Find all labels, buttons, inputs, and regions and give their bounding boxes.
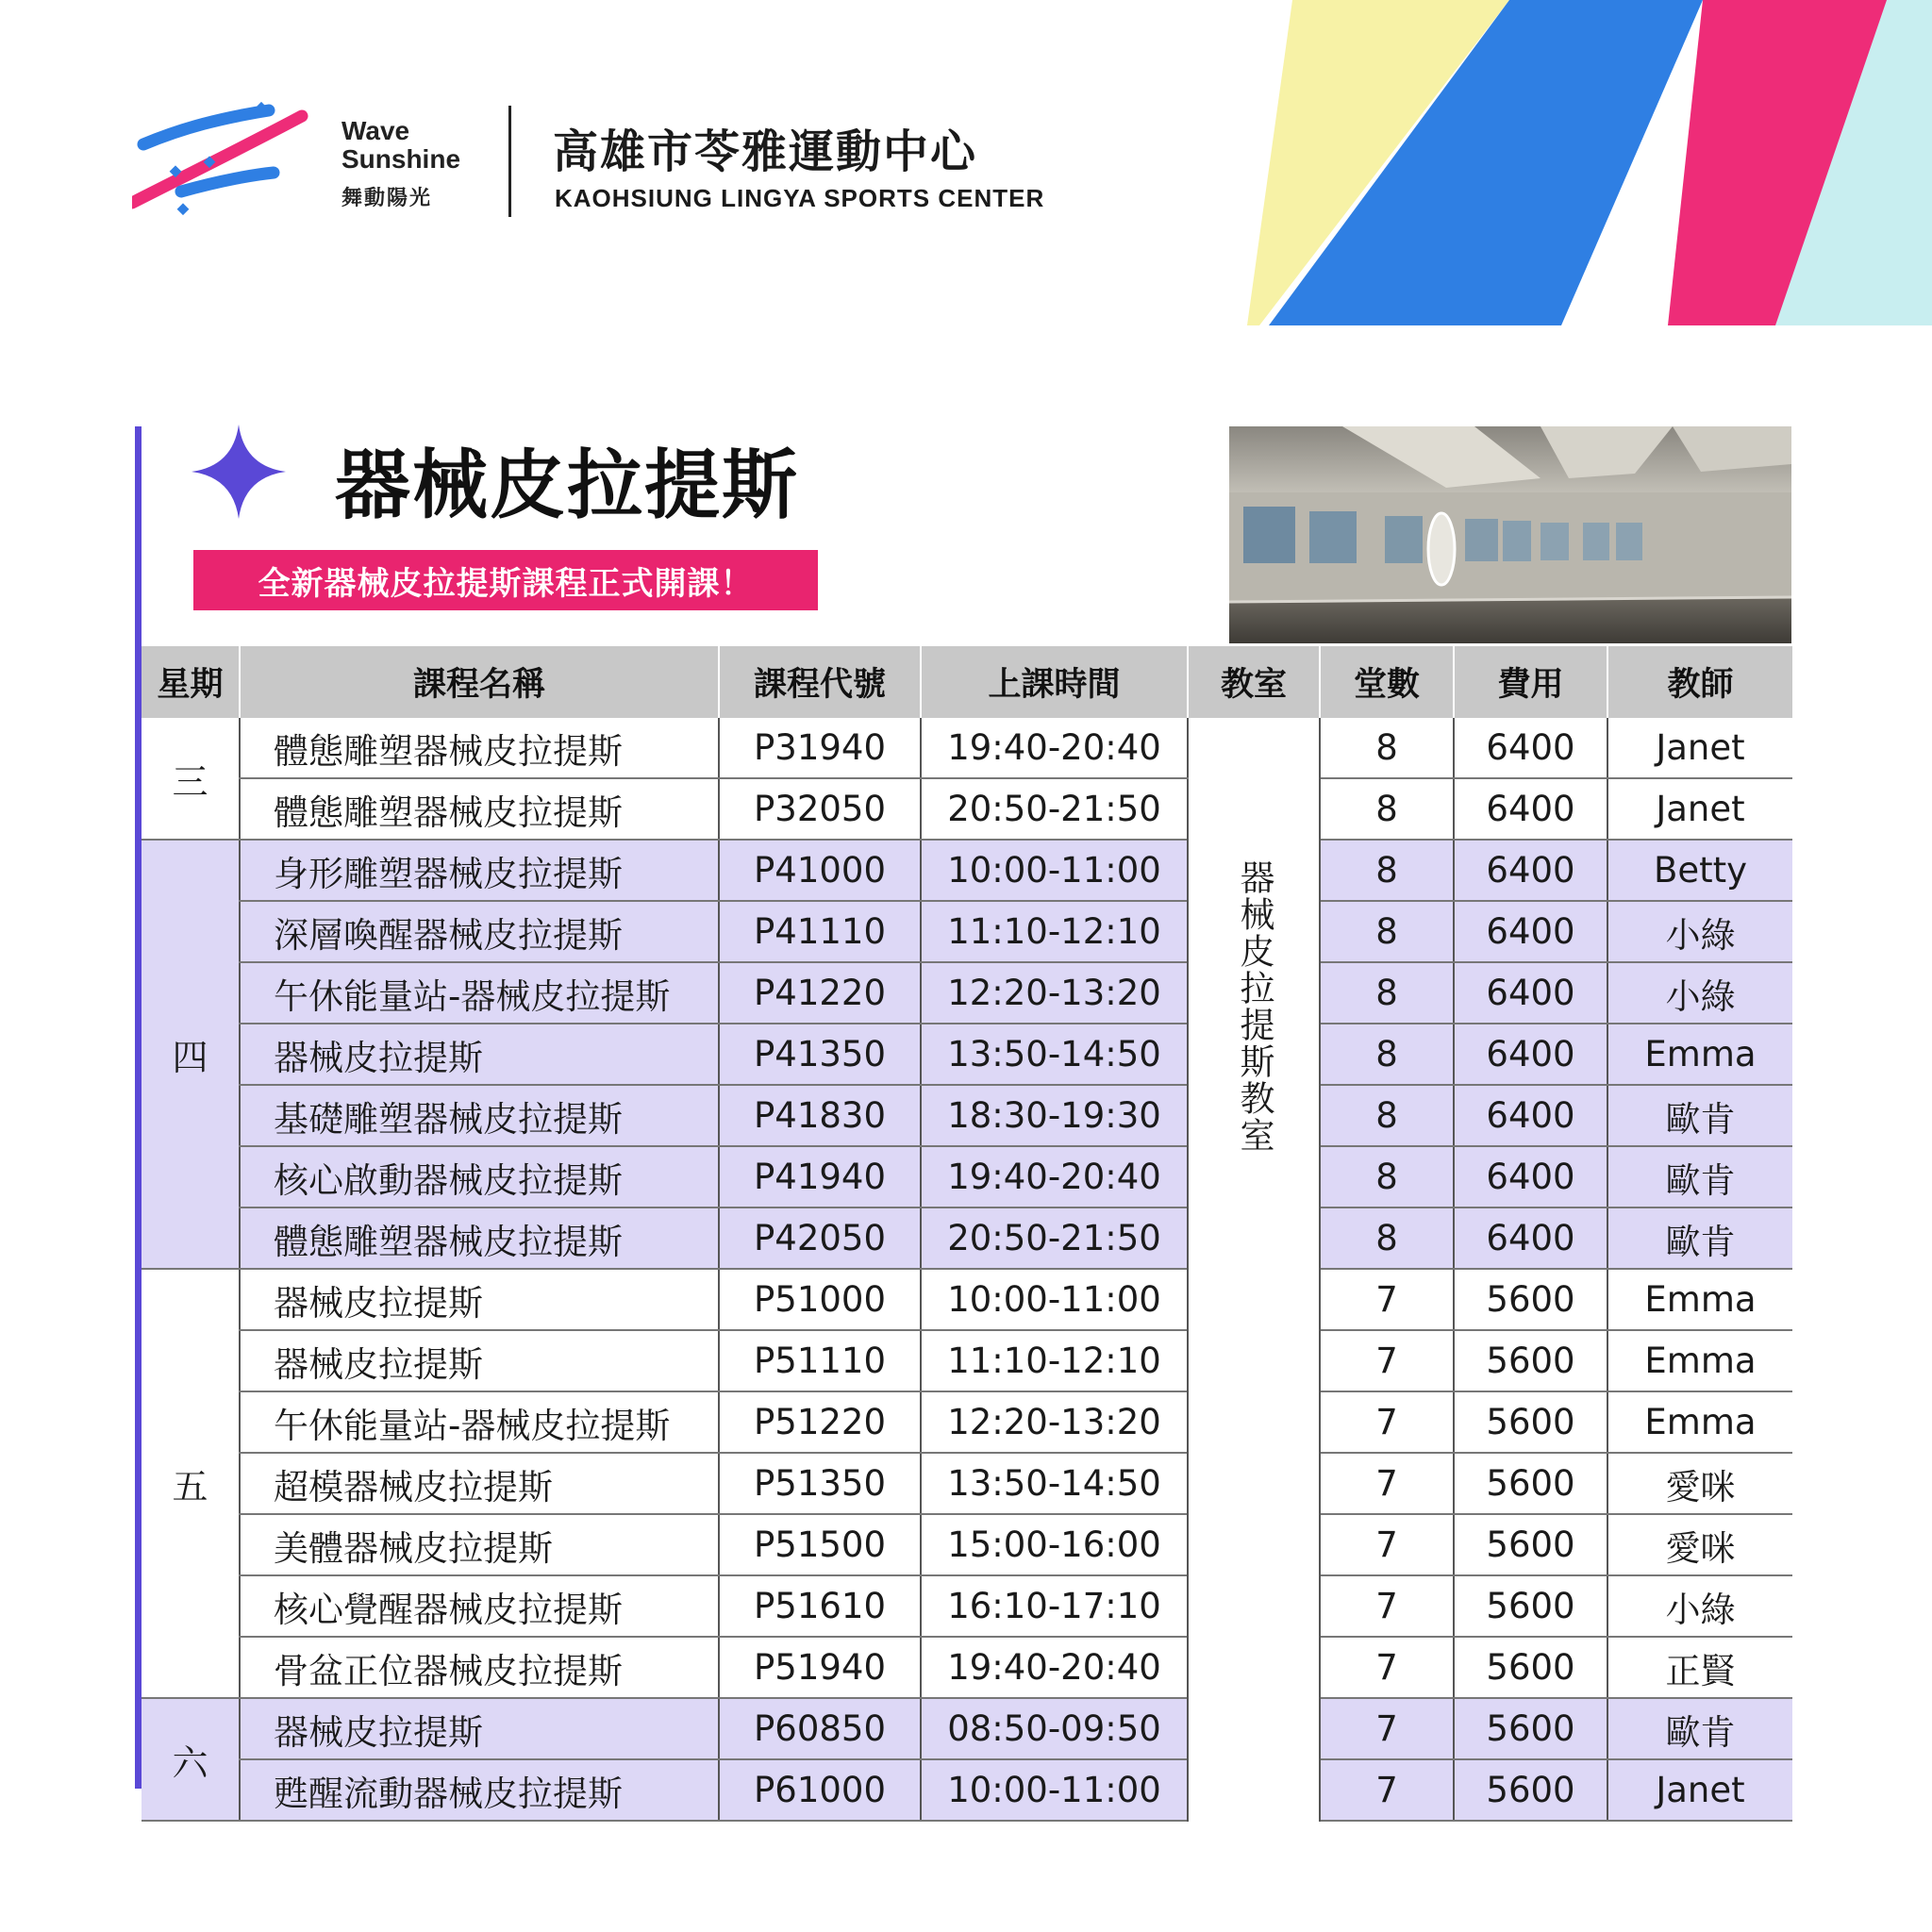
course-name-cell: 體態雕塑器械皮拉提斯 <box>240 718 719 778</box>
class-time-cell: 10:00-11:00 <box>921 1269 1188 1330</box>
header-instructor: 教師 <box>1607 646 1792 718</box>
table-row <box>142 1575 1792 1637</box>
class-time-cell: 11:10-12:10 <box>921 901 1188 962</box>
header-divider <box>508 106 511 217</box>
header-fee: 費用 <box>1454 646 1607 718</box>
table-row <box>142 1759 1792 1821</box>
course-code-cell: P51940 <box>719 1637 921 1698</box>
fee-cell: 5600 <box>1454 1391 1607 1453</box>
fee-cell: 5600 <box>1454 1575 1607 1637</box>
sessions-cell: 8 <box>1320 1085 1454 1146</box>
sessions-cell: 8 <box>1320 1024 1454 1085</box>
course-code-cell: P31940 <box>719 718 921 778</box>
fee-cell: 6400 <box>1454 901 1607 962</box>
header-class-time: 上課時間 <box>921 646 1188 718</box>
sessions-cell: 7 <box>1320 1269 1454 1330</box>
instructor-cell: Janet <box>1607 1759 1792 1821</box>
course-code-cell: P51220 <box>719 1391 921 1453</box>
course-name-cell: 超模器械皮拉提斯 <box>240 1453 719 1514</box>
instructor-cell: 歐肯 <box>1607 1208 1792 1269</box>
fee-cell: 6400 <box>1454 718 1607 778</box>
instructor-cell: Janet <box>1607 778 1792 840</box>
sessions-cell: 8 <box>1320 840 1454 901</box>
sessions-cell: 7 <box>1320 1575 1454 1637</box>
table-row <box>142 1208 1792 1269</box>
sessions-cell: 7 <box>1320 1637 1454 1698</box>
schedule-table <box>142 646 1792 1822</box>
class-time-cell: 18:30-19:30 <box>921 1085 1188 1146</box>
fee-cell: 5600 <box>1454 1269 1607 1330</box>
course-name-cell: 核心覺醒器械皮拉提斯 <box>240 1575 719 1637</box>
fee-cell: 5600 <box>1454 1453 1607 1514</box>
header-classroom: 教室 <box>1188 646 1320 718</box>
instructor-cell: 愛咪 <box>1607 1514 1792 1575</box>
class-time-cell: 11:10-12:10 <box>921 1330 1188 1391</box>
course-name-cell: 午休能量站-器械皮拉提斯 <box>240 962 719 1024</box>
header-weekday: 星期 <box>142 646 240 718</box>
table-row <box>142 962 1792 1024</box>
class-time-cell: 13:50-14:50 <box>921 1453 1188 1514</box>
class-time-cell: 19:40-20:40 <box>921 718 1188 778</box>
fee-cell: 6400 <box>1454 1146 1607 1208</box>
instructor-cell: 歐肯 <box>1607 1698 1792 1759</box>
instructor-cell: Betty <box>1607 840 1792 901</box>
table-row <box>142 1637 1792 1698</box>
wave-sunshine-logo-icon <box>132 99 321 222</box>
class-time-cell: 20:50-21:50 <box>921 778 1188 840</box>
class-time-cell: 13:50-14:50 <box>921 1024 1188 1085</box>
sessions-cell: 7 <box>1320 1453 1454 1514</box>
class-time-cell: 12:20-13:20 <box>921 1391 1188 1453</box>
course-code-cell: P41220 <box>719 962 921 1024</box>
classroom-label: 器械皮拉提斯教室 <box>1234 859 1274 1154</box>
course-code-cell: P32050 <box>719 778 921 840</box>
fee-cell: 6400 <box>1454 840 1607 901</box>
class-time-cell: 20:50-21:50 <box>921 1208 1188 1269</box>
class-time-cell: 19:40-20:40 <box>921 1637 1188 1698</box>
course-name-cell: 深層喚醒器械皮拉提斯 <box>240 901 719 962</box>
header-sessions: 堂數 <box>1320 646 1454 718</box>
header-course-code: 課程代號 <box>719 646 921 718</box>
course-name-cell: 午休能量站-器械皮拉提斯 <box>240 1391 719 1453</box>
instructor-cell: 小綠 <box>1607 962 1792 1024</box>
sessions-cell: 7 <box>1320 1514 1454 1575</box>
table-row <box>142 1024 1792 1085</box>
fee-cell: 6400 <box>1454 778 1607 840</box>
course-name-cell: 器械皮拉提斯 <box>240 1269 719 1330</box>
instructor-cell: Emma <box>1607 1330 1792 1391</box>
center-name-zh: 高雄市苓雅運動中心 <box>553 125 978 178</box>
class-time-cell: 16:10-17:10 <box>921 1575 1188 1637</box>
weekday-cell: 五 <box>142 1269 240 1698</box>
instructor-cell: Janet <box>1607 718 1792 778</box>
course-name-cell: 器械皮拉提斯 <box>240 1330 719 1391</box>
course-name-cell: 骨盆正位器械皮拉提斯 <box>240 1637 719 1698</box>
fee-cell: 6400 <box>1454 1024 1607 1085</box>
course-name-cell: 體態雕塑器械皮拉提斯 <box>240 1208 719 1269</box>
course-name-cell: 核心啟動器械皮拉提斯 <box>240 1146 719 1208</box>
table-row <box>142 1330 1792 1391</box>
sessions-cell: 7 <box>1320 1330 1454 1391</box>
fee-cell: 6400 <box>1454 1085 1607 1146</box>
course-name-cell: 器械皮拉提斯 <box>240 1698 719 1759</box>
table-row <box>142 778 1792 840</box>
class-time-cell: 15:00-16:00 <box>921 1514 1188 1575</box>
page-title: 器械皮拉提斯 <box>335 441 799 529</box>
instructor-cell: 歐肯 <box>1607 1146 1792 1208</box>
accent-bar <box>135 426 142 1789</box>
course-name-cell: 美體器械皮拉提斯 <box>240 1514 719 1575</box>
sessions-cell: 8 <box>1320 901 1454 962</box>
brand-name-zh: 舞動陽光 <box>341 187 433 210</box>
table-row <box>142 1085 1792 1146</box>
instructor-cell: Emma <box>1607 1024 1792 1085</box>
course-code-cell: P51000 <box>719 1269 921 1330</box>
instructor-cell: Emma <box>1607 1391 1792 1453</box>
table-row <box>142 1269 1792 1330</box>
course-code-cell: P41110 <box>719 901 921 962</box>
instructor-cell: 正賢 <box>1607 1637 1792 1698</box>
instructor-cell: Emma <box>1607 1269 1792 1330</box>
fee-cell: 5600 <box>1454 1698 1607 1759</box>
fee-cell: 5600 <box>1454 1637 1607 1698</box>
sessions-cell: 8 <box>1320 1146 1454 1208</box>
weekday-cell: 三 <box>142 718 240 840</box>
instructor-cell: 歐肯 <box>1607 1085 1792 1146</box>
sessions-cell: 8 <box>1320 778 1454 840</box>
center-name-en: KAOHSIUNG LINGYA SPORTS CENTER <box>555 184 1045 212</box>
fee-cell: 5600 <box>1454 1330 1607 1391</box>
course-code-cell: P41830 <box>719 1085 921 1146</box>
instructor-cell: 小綠 <box>1607 1575 1792 1637</box>
sessions-cell: 7 <box>1320 1698 1454 1759</box>
course-code-cell: P51350 <box>719 1453 921 1514</box>
table-row <box>142 1698 1792 1759</box>
studio-photo <box>1229 426 1791 643</box>
table-row <box>142 840 1792 901</box>
course-name-cell: 身形雕塑器械皮拉提斯 <box>240 840 719 901</box>
table-row <box>142 901 1792 962</box>
classroom-cell <box>1188 718 1320 1821</box>
course-code-cell: P42050 <box>719 1208 921 1269</box>
course-code-cell: P61000 <box>719 1759 921 1821</box>
instructor-cell: 小綠 <box>1607 901 1792 962</box>
course-code-cell: P51610 <box>719 1575 921 1637</box>
sessions-cell: 8 <box>1320 1208 1454 1269</box>
sessions-cell: 8 <box>1320 718 1454 778</box>
course-name-cell: 體態雕塑器械皮拉提斯 <box>240 778 719 840</box>
sessions-cell: 7 <box>1320 1391 1454 1453</box>
table-header-row <box>142 646 1792 718</box>
weekday-cell: 四 <box>142 840 240 1269</box>
fee-cell: 5600 <box>1454 1759 1607 1821</box>
course-name-cell: 器械皮拉提斯 <box>240 1024 719 1085</box>
class-time-cell: 12:20-13:20 <box>921 962 1188 1024</box>
table-row <box>142 1453 1792 1514</box>
weekday-cell: 六 <box>142 1698 240 1821</box>
sessions-cell: 7 <box>1320 1759 1454 1821</box>
fee-cell: 6400 <box>1454 962 1607 1024</box>
sessions-cell: 8 <box>1320 962 1454 1024</box>
course-code-cell: P60850 <box>719 1698 921 1759</box>
course-name-cell: 甦醒流動器械皮拉提斯 <box>240 1759 719 1821</box>
class-time-cell: 10:00-11:00 <box>921 840 1188 901</box>
class-time-cell: 19:40-20:40 <box>921 1146 1188 1208</box>
table-row <box>142 1146 1792 1208</box>
table-row <box>142 718 1792 778</box>
table-row <box>142 1514 1792 1575</box>
course-code-cell: P41940 <box>719 1146 921 1208</box>
brand-name-en: Wave Sunshine <box>341 116 461 174</box>
course-code-cell: P41000 <box>719 840 921 901</box>
table-row <box>142 1391 1792 1453</box>
class-time-cell: 08:50-09:50 <box>921 1698 1188 1759</box>
fee-cell: 5600 <box>1454 1514 1607 1575</box>
course-code-cell: P41350 <box>719 1024 921 1085</box>
fee-cell: 6400 <box>1454 1208 1607 1269</box>
class-time-cell: 10:00-11:00 <box>921 1759 1188 1821</box>
course-name-cell: 基礎雕塑器械皮拉提斯 <box>240 1085 719 1146</box>
course-code-cell: P51500 <box>719 1514 921 1575</box>
header-course-name: 課程名稱 <box>240 646 719 718</box>
course-code-cell: P51110 <box>719 1330 921 1391</box>
announcement-banner: 全新器械皮拉提斯課程正式開課！ <box>193 550 818 610</box>
instructor-cell: 愛咪 <box>1607 1453 1792 1514</box>
sparkle-diamond-icon <box>192 425 286 519</box>
